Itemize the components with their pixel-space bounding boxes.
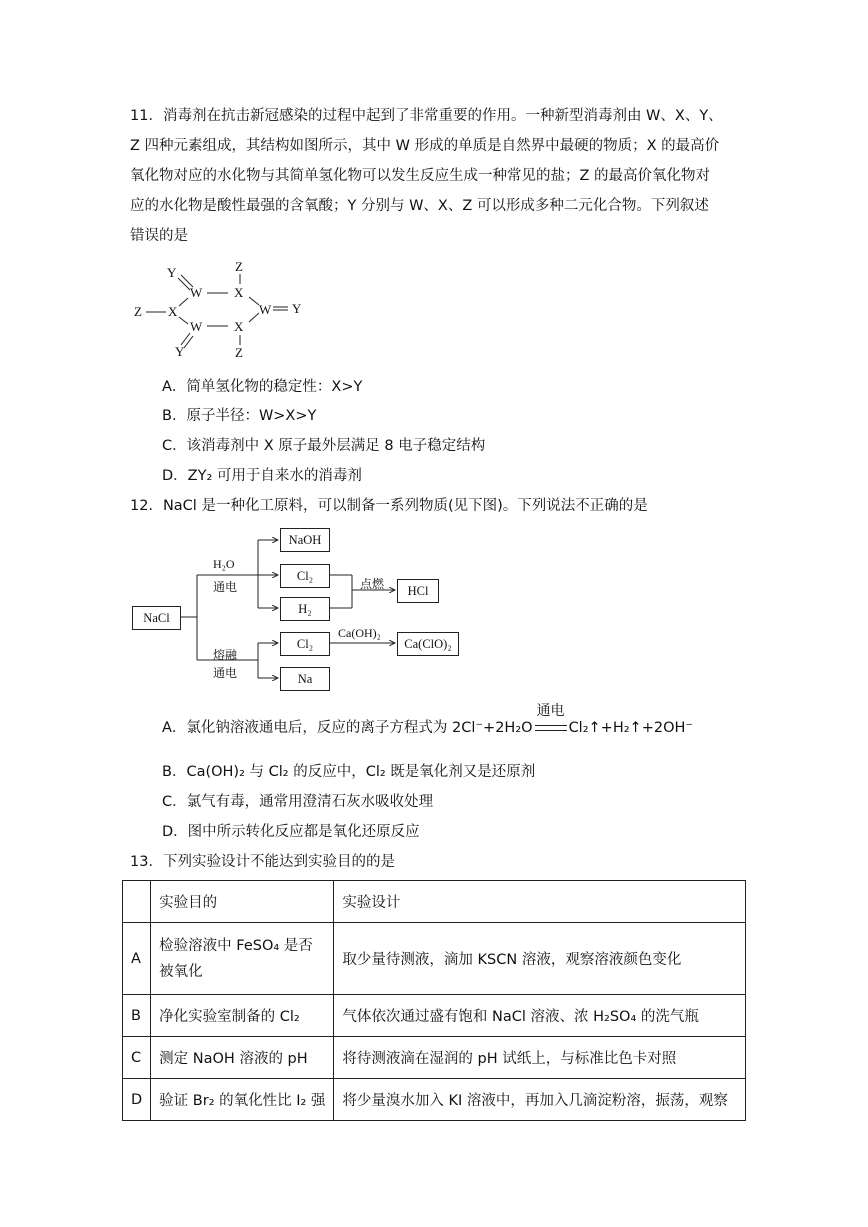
atom-z: Z [235,259,243,274]
molten-label: 熔融 [213,648,238,662]
electrolysis-label-2: 通电 [213,666,238,680]
q12-option-a [162,703,694,738]
q11-line: 应的水化物是酸性最强的含氧酸；Y 分别与 W、X、Z 可以形成多种二元化合物。下列叙述 [130,198,709,214]
table-row [123,995,746,1037]
q11-option-a: A．简单氢化物的稳定性：X>Y [162,379,363,395]
atom-x: X [234,285,244,300]
table-row [123,923,746,995]
equals-sign [535,725,567,731]
atom-y: Y [292,301,302,316]
table-header-row [123,881,746,923]
table-row [123,1079,746,1121]
question-12-stem: 12．NaCl 是一种化工原料，可以制备一系列物质(见下图)。下列说法不正确的是 [130,498,648,514]
atom-z: Z [134,304,142,319]
h2o-label: H₂O [213,557,235,571]
table-cell: 检验溶液中 FeSO₄ 是否被氧化 [151,923,334,995]
table-header-cell [123,881,151,923]
atom-x: X [168,304,178,319]
table-cell: B [123,995,151,1037]
table-cell: 验证 Br₂ 的氧化性比 I₂ 强 [151,1079,334,1121]
q12-option-c: C．氯气有毒，通常用澄清石灰水吸收处理 [162,794,434,810]
atom-x: X [234,319,244,334]
condition-label: 通电 [536,703,565,719]
q11-line: 氧化物对应的水化物与其简单氢化物可以发生反应生成一种常见的盐；Z 的最高价氧化物对 [130,168,711,184]
question-13-stem: 13．下列实验设计不能达到实验目的的是 [130,854,395,870]
q12-option-d: D．图中所示转化反应都是氧化还原反应 [162,824,420,840]
cl2-box: Cl₂ [280,564,330,588]
q12-option-b: B．Ca(OH)₂ 与 Cl₂ 的反应中，Cl₂ 既是氧化剂又是还原剂 [162,764,536,780]
cl2-box-2: Cl₂ [280,632,330,656]
electrolysis-label: 通电 [213,580,238,594]
atom-w: W [259,302,272,317]
table-header-cell: 实验设计 [334,881,746,923]
table-cell: C [123,1037,151,1079]
q11-option-c: C．该消毒剂中 X 原子最外层满足 8 电子稳定结构 [162,438,486,454]
table-cell: D [123,1079,151,1121]
table-header-cell: 实验目的 [151,881,334,923]
hcl-box: HCl [397,579,439,603]
atom-w: W [190,285,203,300]
atom-z: Z [235,345,243,360]
q12-option-a-prefix: A．氯化钠溶液通电后，反应的离子方程式为 2Cl⁻+2H₂O [162,720,533,736]
caoh2-label: Ca(OH)₂ [338,626,381,640]
ignite-label: 点燃 [360,577,385,591]
q11-line: 11．消毒剂在抗击新冠感染的过程中起到了非常重要的作用。一种新型消毒剂由 W、X、Y、 [130,108,723,124]
atom-y: Y [167,265,177,280]
table-cell: 将待测液滴在湿润的 pH 试纸上，与标准比色卡对照 [334,1037,746,1079]
table-cell: 净化实验室制备的 Cl₂ [151,995,334,1037]
atom-y: Y [175,344,185,359]
na-box: Na [280,667,330,691]
q11-line: 错误的是 [130,228,188,244]
q11-line: Z 四种元素组成，其结构如图所示，其中 W 形成的单质是自然界中最硬的物质；X 的最高价 [130,138,720,154]
atom-w: W [190,319,203,334]
table-row [123,1037,746,1079]
q12-option-a-suffix: Cl₂↑+H₂↑+2OH⁻ [568,720,694,736]
q11-option-b: B．原子半径：W>X>Y [162,408,317,424]
table-cell: 测定 NaOH 溶液的 pH [151,1037,334,1079]
nacl-box: NaCl [132,606,181,630]
table-cell: A [123,923,151,995]
caclo2-box: Ca(ClO)₂ [397,632,459,656]
table-cell: 气体依次通过盛有饱和 NaCl 溶液、浓 H₂SO₄ 的洗气瓶 [334,995,746,1037]
table-cell: 将少量溴水加入 KI 溶液中，再加入几滴淀粉溶，振荡，观察 [334,1079,746,1121]
h2-box: H₂ [280,597,330,621]
q11-option-d: D．ZY₂ 可用于自来水的消毒剂 [162,468,362,484]
reaction-condition [535,703,567,738]
experiment-table [122,880,746,1121]
table-cell: 取少量待测液，滴加 KSCN 溶液，观察溶液颜色变化 [334,923,746,995]
naoh-box: NaOH [280,528,330,552]
